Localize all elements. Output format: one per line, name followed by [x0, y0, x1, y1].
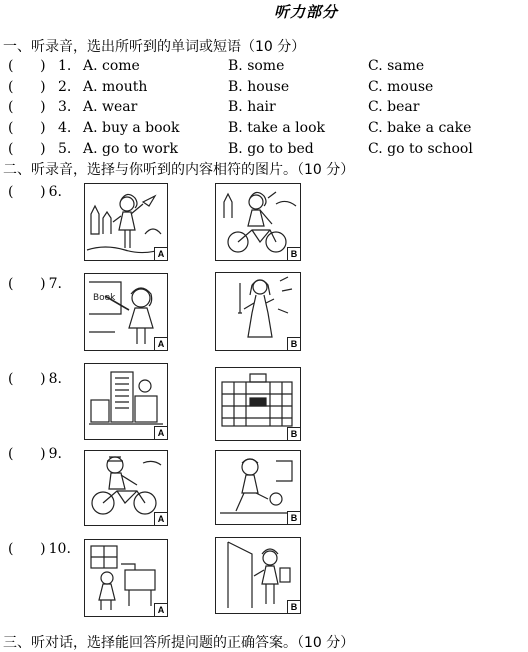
question-number: 10. — [48, 541, 71, 557]
answer-blank[interactable]: ( ) — [8, 184, 46, 200]
question-number: 5. — [58, 141, 72, 157]
section3-heading: 三、听对话，选择能回答所提问题的正确答案。（10 分） — [3, 635, 355, 651]
picture-label: A — [154, 512, 167, 525]
picture-option-b[interactable] — [215, 272, 301, 351]
option-c: C. mouse — [368, 79, 434, 95]
question-number: 2. — [58, 79, 72, 95]
question-number: 9. — [48, 446, 62, 462]
answer-blank[interactable]: ( ) — [8, 371, 46, 387]
answer-blank[interactable]: ( ) — [8, 276, 46, 292]
option-b: B. take a look — [228, 120, 325, 136]
picture-label: B — [287, 337, 300, 350]
question-6 — [8, 184, 62, 200]
page-title: 听力部分 — [273, 3, 338, 21]
picture-option-a[interactable] — [84, 183, 168, 261]
svg-text:Book: Book — [93, 293, 116, 303]
picture-label: A — [154, 426, 167, 439]
option-a: A. wear — [83, 99, 138, 115]
section1-heading: 一、听录音，选出所听到的单词或短语（10 分） — [3, 39, 306, 55]
option-a: A. buy a book — [83, 120, 180, 136]
option-b: B. some — [228, 58, 285, 74]
question-number: 3. — [58, 99, 72, 115]
question-7 — [8, 276, 62, 292]
question-10 — [8, 541, 71, 557]
question-9 — [8, 446, 62, 462]
option-a: A. mouth — [83, 79, 148, 95]
picture-option-a[interactable] — [84, 450, 168, 526]
option-b: B. house — [228, 79, 290, 95]
option-c: C. same — [368, 58, 425, 74]
answer-blank[interactable]: ( ) — [8, 541, 46, 557]
picture-option-b[interactable] — [215, 367, 301, 441]
option-b: B. go to bed — [228, 141, 314, 157]
picture-label: B — [287, 511, 300, 524]
picture-option-a[interactable] — [84, 273, 168, 351]
question-number: 6. — [48, 184, 62, 200]
option-c: C. bake a cake — [368, 120, 472, 136]
answer-blank[interactable]: ( ) — [8, 58, 46, 74]
option-a: A. go to work — [83, 141, 178, 157]
picture-option-a[interactable] — [84, 539, 168, 617]
picture-label: A — [154, 247, 167, 260]
picture-option-a[interactable] — [84, 363, 168, 440]
question-number: 4. — [58, 120, 72, 136]
answer-blank[interactable]: ( ) — [8, 446, 46, 462]
section2-heading: 二、听录音，选择与你听到的内容相符的图片。（10 分） — [3, 162, 355, 178]
answer-blank[interactable]: ( ) — [8, 79, 46, 95]
picture-option-b[interactable] — [215, 183, 301, 261]
picture-label: B — [287, 247, 300, 260]
answer-blank[interactable]: ( ) — [8, 141, 46, 157]
question-8 — [8, 371, 62, 387]
answer-blank[interactable]: ( ) — [8, 99, 46, 115]
picture-option-b[interactable] — [215, 450, 301, 525]
picture-label: A — [154, 603, 167, 616]
option-c: C. bear — [368, 99, 420, 115]
option-a: A. come — [83, 58, 140, 74]
question-number: 7. — [48, 276, 62, 292]
question-number: 8. — [48, 371, 62, 387]
picture-label: B — [287, 600, 300, 613]
picture-option-b[interactable] — [215, 537, 301, 614]
picture-label: A — [154, 337, 167, 350]
option-b: B. hair — [228, 99, 276, 115]
question-number: 1. — [58, 58, 72, 74]
option-c: C. go to school — [368, 141, 473, 157]
answer-blank[interactable]: ( ) — [8, 120, 46, 136]
picture-label: B — [287, 427, 300, 440]
